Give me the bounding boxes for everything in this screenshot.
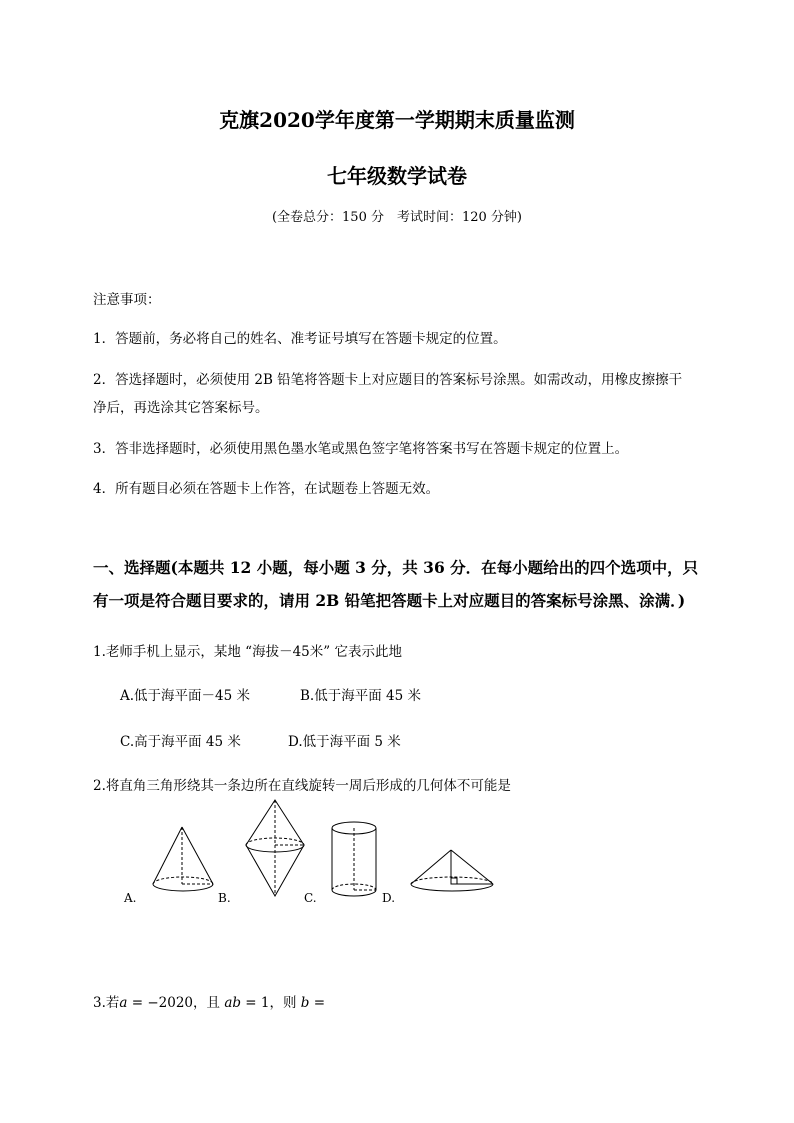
q3-eq3: = (309, 995, 326, 1011)
question-stem: 2.将直角三角形绕其一条边所在直线旋转一周后形成的几何体不可能是 (93, 778, 511, 794)
note-item: 3．答非选择题时，必须使用黑色墨水笔或黑色签字笔将答案书写在答题卡规定的位置上。 (93, 441, 629, 457)
figure-label-a: A. (124, 891, 137, 905)
exam-subtitle: 七年级数学试卷 (327, 164, 467, 188)
figure-label-c: C. (304, 891, 317, 905)
double-cone-figure (240, 798, 312, 900)
section-heading-line: 有一项是符合题目要求的，请用 2B 铅笔把答题卡上对应题目的答案标号涂黑、涂满．) (93, 591, 686, 610)
note-item: 4．所有题目必须在答题卡上作答，在试题卷上答题无效。 (93, 481, 440, 497)
option-a: A.低于海平面－45 米 (120, 688, 251, 704)
cone-figure (145, 822, 225, 894)
question-stem (93, 991, 325, 1011)
question-stem: 1.老师手机上显示，某地 “海拔－45米” 它表示此地 (93, 644, 402, 660)
wide-cone-figure (405, 846, 497, 894)
cylinder-figure (326, 818, 384, 902)
q3-var-b: b (300, 995, 310, 1011)
note-item: 2．答选择题时，必须使用 2B 铅笔将答题卡上对应题目的答案标号涂黑。如需改动，用橡皮擦擦干 (93, 372, 683, 388)
option-c: C.高于海平面 45 米 (120, 734, 241, 750)
section-heading-line: 一、选择题(本题共 12 小题，每小题 3 分，共 36 分．在每小题给出的四个选项中，只 (93, 558, 699, 577)
exam-info: (全卷总分：150 分 考试时间：120 分钟) (271, 210, 523, 225)
exam-title: 克旗2020学年度第一学期期末质量监测 (219, 108, 575, 132)
figure-label-d: D. (382, 891, 396, 905)
q3-eq2: = 1，则 (241, 995, 301, 1011)
option-d: D.低于海平面 5 米 (288, 734, 401, 750)
notes-heading: 注意事项： (93, 292, 161, 308)
q3-prefix: 3.若 (93, 995, 120, 1011)
figure-label-b: B. (218, 891, 231, 905)
option-b: B.低于海平面 45 米 (300, 688, 421, 704)
q3-eq1: = −2020，且 (127, 995, 225, 1011)
note-item: 1．答题前，务必将自己的姓名、准考证号填写在答题卡规定的位置。 (93, 331, 507, 347)
q3-var-ab: ab (224, 995, 242, 1011)
q3-var-a: a (119, 995, 128, 1011)
note-item: 净后，再选涂其它答案标号。 (93, 400, 269, 416)
